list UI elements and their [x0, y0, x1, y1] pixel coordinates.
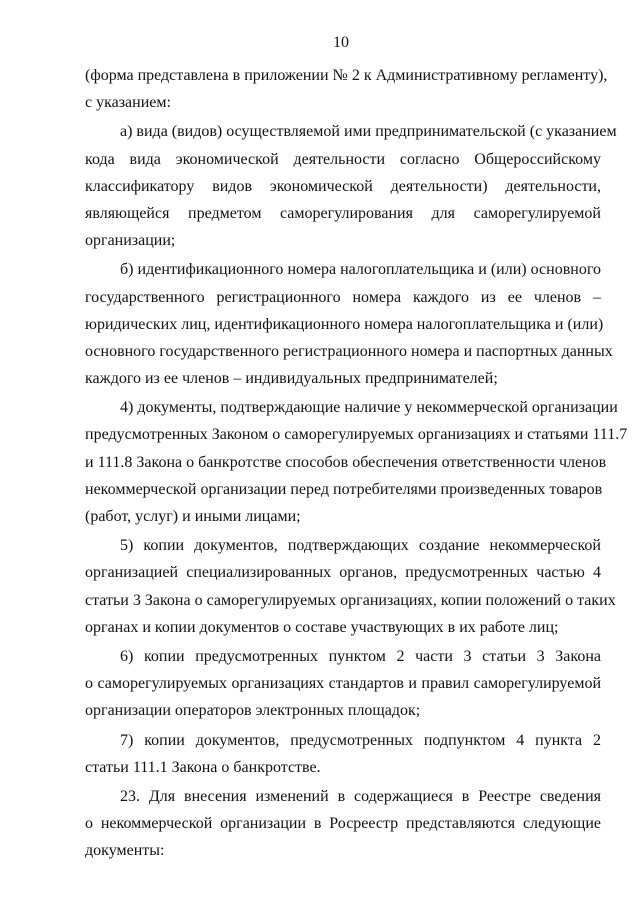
text-line: являющейся предметом саморегулирования для саморегулируемой — [85, 204, 601, 222]
text-line: классификатору видов экономической деятельности) деятельности, — [85, 177, 601, 195]
paragraph — [85, 643, 601, 725]
text-line: 7) копии документов, предусмотренных подпунктом 4 пункта 2 — [120, 731, 601, 749]
text-line: о саморегулируемых организациях стандартов и правил саморегулируемой — [85, 675, 601, 693]
text-line: некоммерческой организации перед потребителями произведенных товаров — [85, 480, 603, 498]
text-line: организации; — [85, 232, 176, 250]
text-line: 23. Для внесения изменений в содержащиеся в Реестре сведения — [120, 787, 601, 805]
text-line: основного государственного регистрационного номера и паспортных данных — [85, 342, 613, 360]
paragraph — [85, 532, 616, 641]
text-line: статьи 111.1 Закона о банкротстве. — [85, 758, 321, 776]
paragraph — [85, 62, 608, 116]
text-line: предусмотренных Законом о саморегулируемых организациях и статьями 111.7 — [85, 426, 628, 444]
text-line: юридических лиц, идентификационного номера налогоплательщика и (или) — [85, 315, 604, 333]
text-line: о некоммерческой организации в Росреестр представляются следующие — [85, 815, 601, 833]
paragraph — [85, 783, 601, 865]
text-line: и 111.8 Закона о банкротстве способов обеспечения ответственности членов — [85, 453, 607, 471]
text-line: б) идентификационного номера налогоплательщика и (или) основного — [120, 261, 601, 279]
text-line: 5) копии документов, подтверждающих создание некоммерческой — [120, 537, 601, 555]
paragraph — [85, 727, 601, 781]
page-number: 10 — [333, 34, 349, 51]
text-line: кода вида экономической деятельности согласно Общероссийскому — [85, 150, 601, 168]
paragraph — [85, 256, 613, 392]
paragraph-gap — [85, 864, 601, 866]
text-line: организации операторов электронных площадок; — [85, 702, 421, 720]
text-line: каждого из ее членов – индивидуальных предпринимателей; — [85, 370, 498, 388]
text-line: (форма представлена в приложении № 2 к Административному регламенту), — [85, 67, 608, 84]
text-line: 4) документы, подтверждающие наличие у некоммерческой организации — [120, 399, 618, 417]
text-line: с указанием: — [85, 94, 171, 112]
text-line: а) вида (видов) осуществляемой ими предпринимательской (с указанием — [120, 123, 617, 141]
paragraph — [85, 118, 617, 254]
text-line: государственного регистрационного номера каждого из ее членов – — [85, 288, 601, 306]
text-line: 6) копии предусмотренных пунктом 2 части 3 статьи 3 Закона — [120, 647, 601, 665]
document-body — [85, 62, 628, 866]
text-line: организацией специализированных органов, предусмотренных частью 4 — [85, 564, 601, 582]
text-line: органах и копии документов о составе участвующих в их работе лиц; — [85, 618, 559, 636]
text-line: (работ, услуг) и иными лицами; — [85, 508, 301, 525]
text-line: статьи 3 Закона о саморегулируемых организациях, копии положений о таких — [85, 591, 616, 609]
text-line: документы: — [85, 842, 165, 860]
paragraph — [85, 394, 628, 530]
